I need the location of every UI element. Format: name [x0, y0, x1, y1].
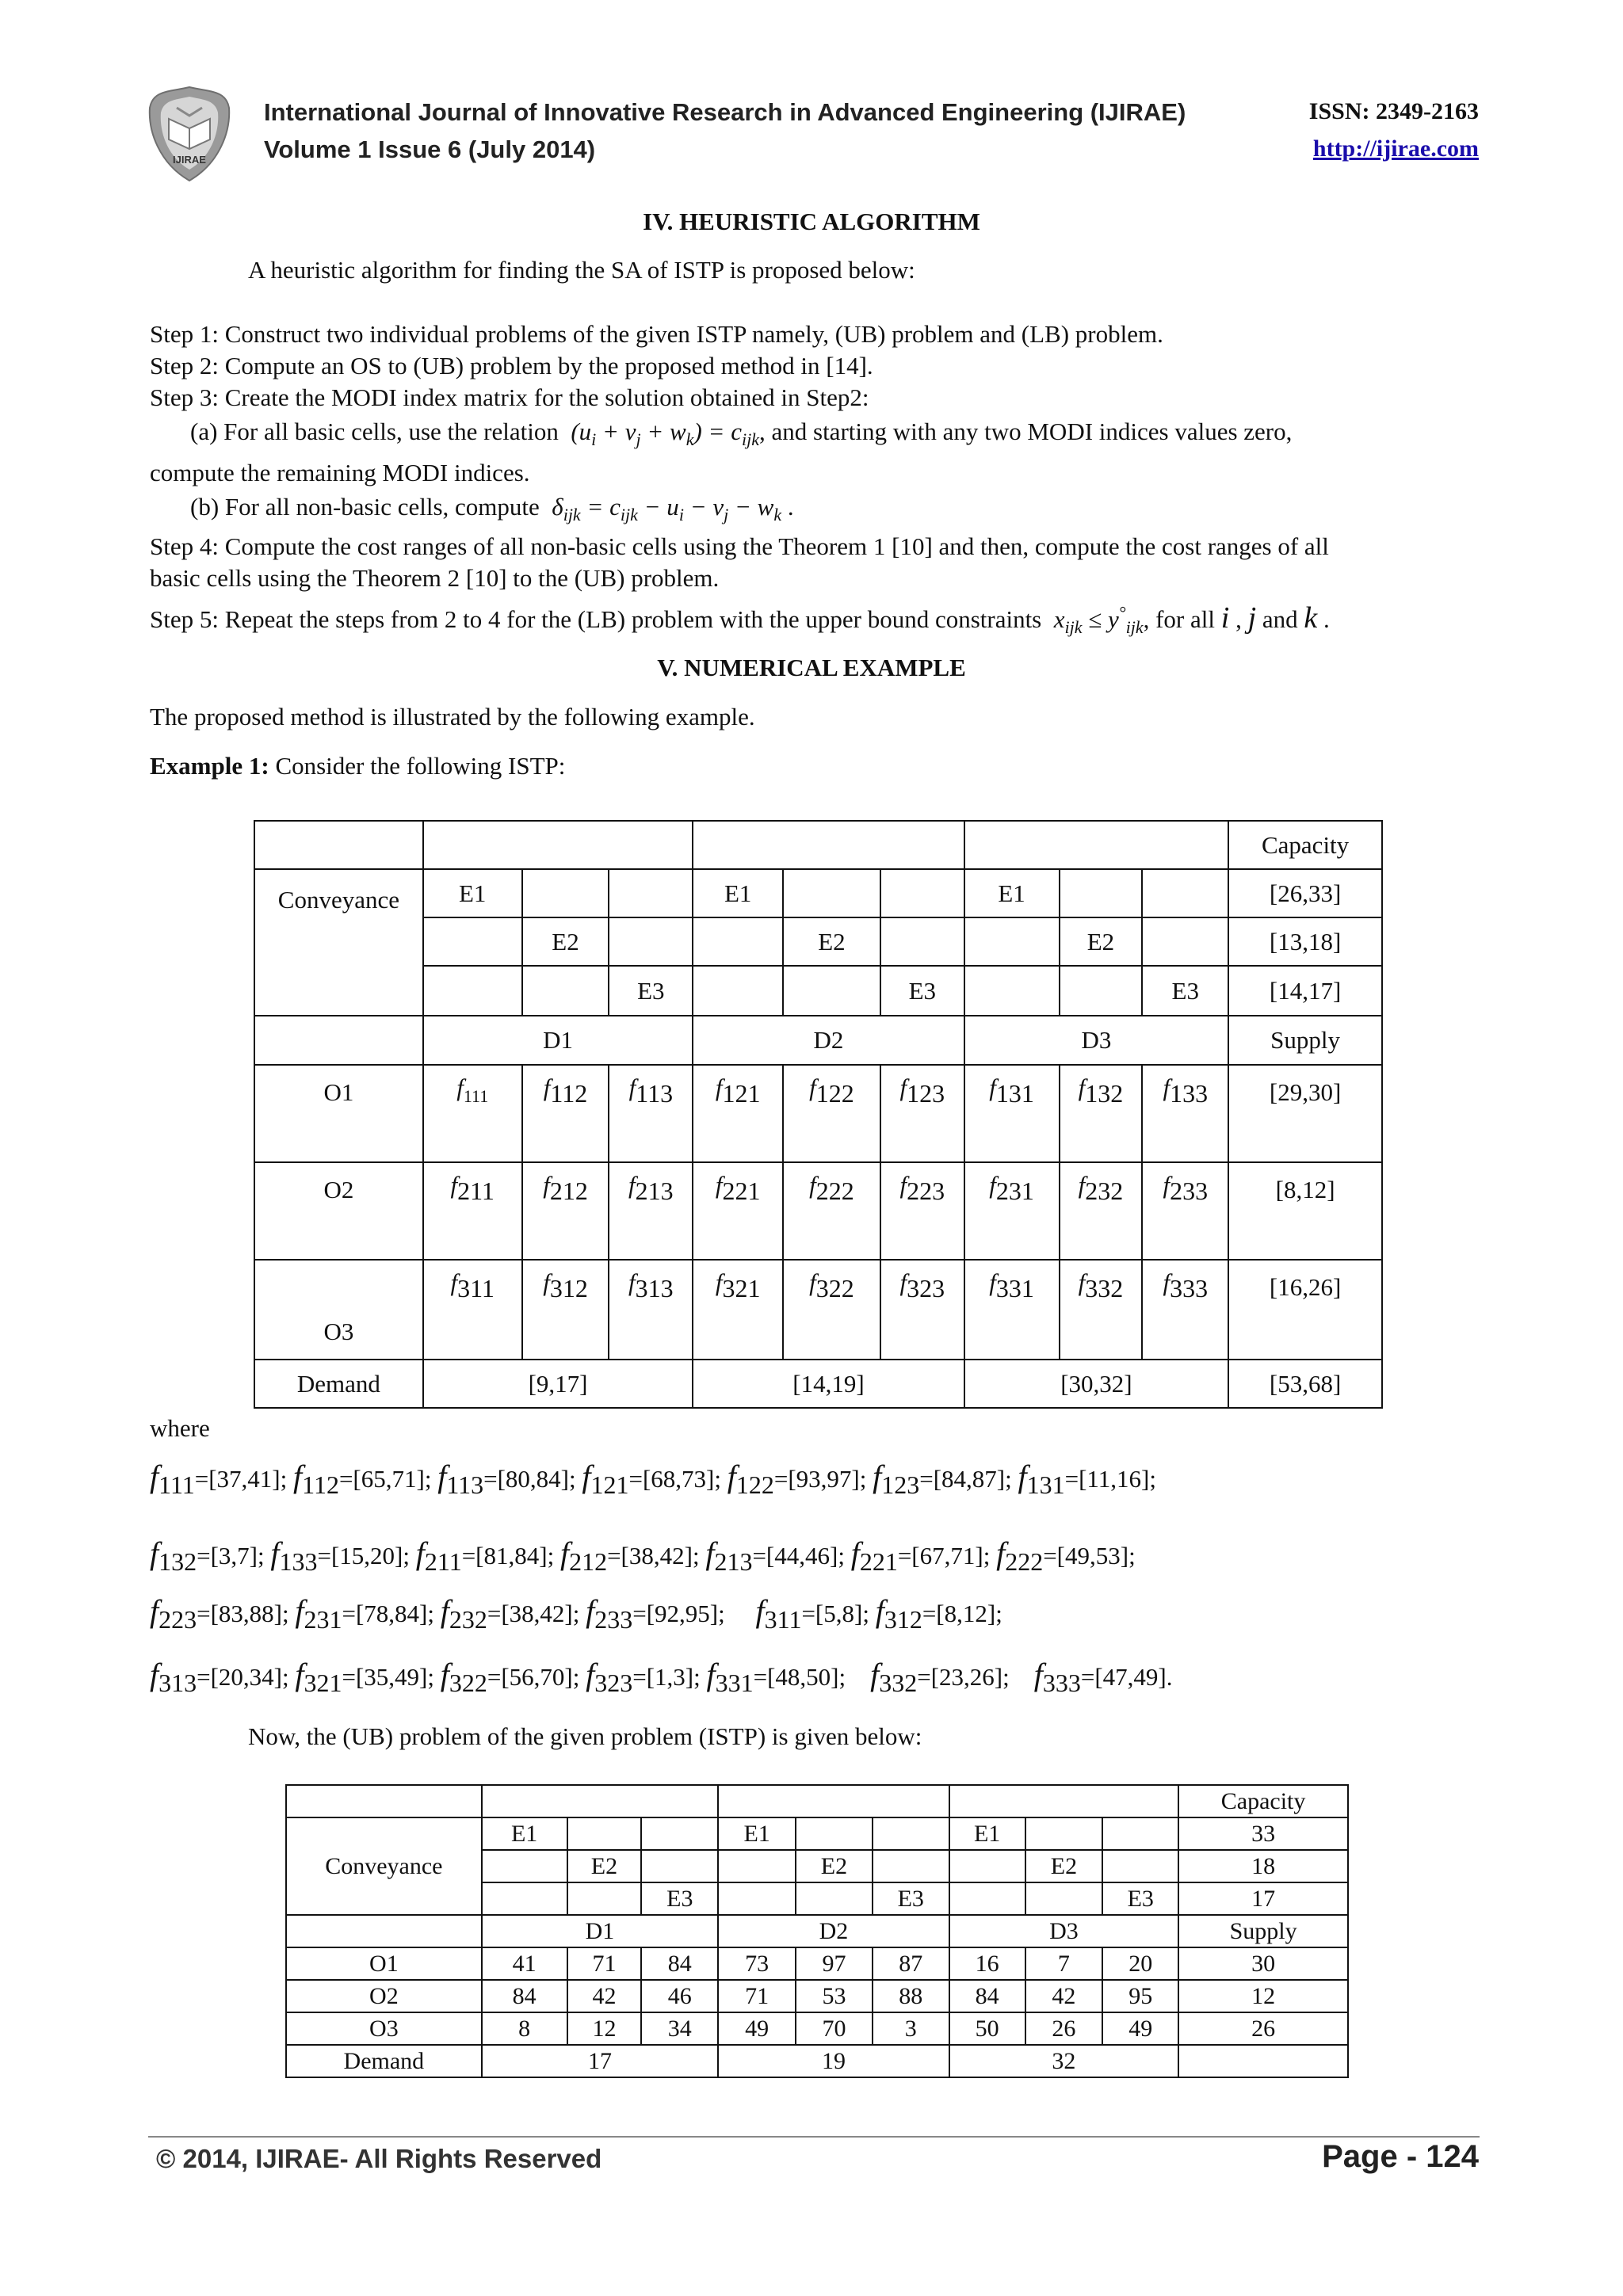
supply-value: [29,30]	[1228, 1065, 1382, 1162]
e1-label: E1	[423, 869, 522, 917]
table-row	[254, 1162, 1382, 1260]
e3-label: E3	[880, 966, 964, 1016]
e3-label: E3	[609, 966, 693, 1016]
step-3b-pre: (b) For all non-basic cells, compute	[190, 493, 540, 521]
cost-cell: 53	[796, 1980, 873, 2012]
cost-cell: 49	[718, 2012, 796, 2045]
step-5-pre: Step 5: Repeat the steps from 2 to 4 for the (LB) problem with the upper bound constraints	[150, 605, 1042, 633]
where-label: where	[150, 1414, 210, 1442]
cost-cell: 49	[1102, 2012, 1178, 2045]
section5-intro: The proposed method is illustrated by the following example.	[150, 703, 755, 730]
flow-cell: $f_{311}$	[423, 1260, 522, 1360]
flow-cell: $f_{123}$	[880, 1065, 964, 1162]
modi-relation-formula: $(u_i + v_j + w_k) = c_{ijk}$	[564, 418, 759, 450]
supply-value: [16,26]	[1228, 1260, 1382, 1360]
flow-cell: $f_{211}$	[423, 1162, 522, 1260]
issn: ISSN: 2349-2163	[1308, 98, 1479, 124]
cost-cell: 12	[567, 2012, 642, 2045]
upper-bound-constraint: $x_{ijk} \le y^\circ_{ijk}$	[1048, 602, 1144, 638]
supply-value: 26	[1178, 2012, 1348, 2045]
e2-label: E2	[796, 1850, 873, 1882]
e1-label: E1	[964, 869, 1060, 917]
table-row	[286, 2012, 1348, 2045]
example-text: Consider the following ISTP:	[269, 752, 566, 780]
flow-cell: $f_{312}$	[522, 1260, 609, 1360]
istp-table	[254, 820, 1383, 1409]
delta-formula: $\delta_{ijk} = c_{ijk} - u_i - v_j - w_k$	[545, 493, 782, 525]
step-5-post: , for all	[1143, 605, 1215, 633]
origin-label: O2	[254, 1162, 423, 1260]
page-number: Page - 124	[1322, 2139, 1479, 2174]
cost-cell: 84	[482, 1980, 567, 2012]
e3-label: E3	[873, 1882, 949, 1915]
e2-label: E2	[567, 1850, 642, 1882]
flow-cell: $f_{133}$	[1142, 1065, 1228, 1162]
table-row	[286, 1947, 1348, 1980]
flow-cell: $f_{132}$	[1060, 1065, 1143, 1162]
e1-label: E1	[949, 1817, 1025, 1850]
flow-cell: $f_{233}$	[1142, 1162, 1228, 1260]
f-values-line: $f_{223}=[83,88]$; $f_{231}=[78,84]$; $f_{232}=[38,42]$; $f_{233}=[92,95]$; $f_{311}=[5,8]$; $f_{312}=[8,12]$;	[150, 1593, 1002, 1634]
capacity-e3: [14,17]	[1228, 966, 1382, 1016]
step-2: Step 2: Compute an OS to (UB) problem by the proposed method in [14].	[150, 352, 873, 379]
flow-cell: $f_{113}$	[609, 1065, 693, 1162]
flow-cell: $f_{321}$	[693, 1260, 783, 1360]
e2-label: E2	[522, 917, 609, 966]
book-shield-icon	[145, 84, 234, 184]
supply-header: Supply	[1228, 1016, 1382, 1065]
demand-d2: 19	[718, 2045, 949, 2077]
cost-cell: 42	[567, 1980, 642, 2012]
capacity-header: Capacity	[1228, 821, 1382, 869]
cost-cell: 87	[873, 1947, 949, 1980]
e2-label: E2	[783, 917, 880, 966]
cost-cell: 7	[1025, 1947, 1103, 1980]
logo-text: IJIRAE	[173, 154, 206, 166]
cost-cell: 42	[1025, 1980, 1103, 2012]
flow-cell: $f_{231}$	[964, 1162, 1060, 1260]
step-3a	[190, 416, 1292, 452]
flow-cell: $f_{121}$	[693, 1065, 783, 1162]
conveyance-label: Conveyance	[254, 869, 423, 1016]
step-4-line1: Step 4: Compute the cost ranges of all non-basic cells using the Theorem 1 [10] and then, compute the cost ranges of all	[150, 532, 1329, 560]
cost-cell: 97	[796, 1947, 873, 1980]
cost-cell: 26	[1025, 2012, 1103, 2045]
cost-cell: 41	[482, 1947, 567, 1980]
journal-volume: Volume 1 Issue 6 (July 2014)	[264, 135, 596, 163]
flow-cell: $f_{322}$	[783, 1260, 880, 1360]
cost-cell: 16	[949, 1947, 1025, 1980]
cost-cell: 84	[949, 1980, 1025, 2012]
step-5: Step 5: Repeat the steps from 2 to 4 for the (LB) problem with the upper bound constraints $x_{ijk} \le y^\circ_{ijk}$, for all i , j and k .	[150, 601, 1330, 638]
step-4-line2: basic cells using the Theorem 2 [10] to the (UB) problem.	[150, 564, 720, 592]
capacity-e2: 18	[1178, 1850, 1348, 1882]
ub-table	[285, 1784, 1349, 2078]
origin-label: O3	[286, 2012, 482, 2045]
cost-cell: 70	[796, 2012, 873, 2045]
f-values-line: $f_{132}=[3,7]$; $f_{133}=[15,20]$; $f_{211}=[81,84]$; $f_{212}=[38,42]$; $f_{213}=[44,46]$; $f_{221}=[67,71]$; $f_{222}=[49,53]$;	[150, 1535, 1136, 1576]
step-3a-post: , and starting with any two MODI indices values zero,	[759, 418, 1293, 445]
e3-label: E3	[1142, 966, 1228, 1016]
cost-cell: 73	[718, 1947, 796, 1980]
example-label: Example 1:	[150, 752, 269, 780]
table-row	[254, 1065, 1382, 1162]
cost-cell: 71	[718, 1980, 796, 2012]
demand-label: Demand	[286, 2045, 482, 2077]
demand-d3: 32	[949, 2045, 1178, 2077]
step-1: Step 1: Construct two individual problems of the given ISTP namely, (UB) problem and (LB) problem.	[150, 320, 1163, 348]
e1-label: E1	[718, 1817, 796, 1850]
origin-label: O1	[286, 1947, 482, 1980]
demand-d3: [30,32]	[964, 1360, 1228, 1408]
flow-cell: $f_{223}$	[880, 1162, 964, 1260]
step-3a-pre: (a) For all basic cells, use the relation	[190, 418, 559, 445]
demand-d2: [14,19]	[693, 1360, 964, 1408]
supply-value: 30	[1178, 1947, 1348, 1980]
capacity-e2: [13,18]	[1228, 917, 1382, 966]
flow-cell: $f_{333}$	[1142, 1260, 1228, 1360]
demand-total: [53,68]	[1228, 1360, 1382, 1408]
step-3b: (b) For all non-basic cells, compute $\delta_{ijk} = c_{ijk} - u_i - v_j - w_k$ .	[190, 493, 794, 525]
e3-label: E3	[641, 1882, 718, 1915]
flow-cell: $f_{323}$	[880, 1260, 964, 1360]
capacity-e1: 33	[1178, 1817, 1348, 1850]
flow-cell: $f_{222}$	[783, 1162, 880, 1260]
demand-label: Demand	[254, 1360, 423, 1408]
e1-label: E1	[693, 869, 783, 917]
flow-cell: $f_{131}$	[964, 1065, 1060, 1162]
demand-d1: [9,17]	[423, 1360, 693, 1408]
f-values-line: $f_{111}=[37,41]$; $f_{112}=[65,71]$; $f_{113}=[80,84]$; $f_{121}=[68,73]$; $f_{122}=[93,97]$; $f_{123}=[84,87]$; $f_{131}=[11,16]$;	[150, 1459, 1156, 1499]
step-3: Step 3: Create the MODI index matrix for the solution obtained in Step2:	[150, 383, 869, 411]
section-heading-numerical: V. NUMERICAL EXAMPLE	[657, 654, 966, 681]
e3-label: E3	[1102, 1882, 1178, 1915]
e2-label: E2	[1025, 1850, 1103, 1882]
journal-logo	[145, 84, 234, 184]
origin-label: O3	[254, 1260, 423, 1360]
destination-d1: D1	[423, 1016, 693, 1065]
destination-d2: D2	[693, 1016, 964, 1065]
cost-cell: 50	[949, 2012, 1025, 2045]
capacity-e1: [26,33]	[1228, 869, 1382, 917]
example-1	[150, 750, 565, 782]
cost-cell: 20	[1102, 1947, 1178, 1980]
flow-cell: $f_{213}$	[609, 1162, 693, 1260]
cost-cell: 84	[641, 1947, 718, 1980]
capacity-e3: 17	[1178, 1882, 1348, 1915]
supply-value: 12	[1178, 1980, 1348, 2012]
destination-d1: D1	[482, 1915, 718, 1947]
footer-divider	[148, 2136, 1480, 2138]
section4-intro: A heuristic algorithm for finding the SA of ISTP is proposed below:	[248, 256, 915, 284]
f-values-line: $f_{313}=[20,34]$; $f_{321}=[35,49]$; $f_{322}=[56,70]$; $f_{323}=[1,3]$; $f_{331}=[48,50]$; $f_{332}=[23,26]$; $f_{333}=[47,49]$.	[150, 1657, 1173, 1697]
e1-label: E1	[482, 1817, 567, 1850]
flow-cell: $f_{232}$	[1060, 1162, 1143, 1260]
flow-cell: $f_{221}$	[693, 1162, 783, 1260]
demand-d1: 17	[482, 2045, 718, 2077]
cost-cell: 8	[482, 2012, 567, 2045]
flow-cell: $f_{313}$	[609, 1260, 693, 1360]
capacity-header: Capacity	[1178, 1785, 1348, 1817]
section-heading-heuristic: IV. HEURISTIC ALGORITHM	[643, 208, 980, 235]
origin-label: O1	[254, 1065, 423, 1162]
flow-cell: $f_{111}$	[423, 1065, 522, 1162]
cost-cell: 95	[1102, 1980, 1178, 2012]
table-row	[286, 1980, 1348, 2012]
cost-cell: 88	[873, 1980, 949, 2012]
destination-d3: D3	[964, 1016, 1228, 1065]
cost-cell: 34	[641, 2012, 718, 2045]
supply-header: Supply	[1178, 1915, 1348, 1947]
origin-label: O2	[286, 1980, 482, 2012]
e2-label: E2	[1060, 917, 1143, 966]
flow-cell: $f_{332}$	[1060, 1260, 1143, 1360]
journal-title: International Journal of Innovative Research in Advanced Engineering (IJIRAE)	[264, 98, 1186, 126]
flow-cell: $f_{112}$	[522, 1065, 609, 1162]
step-3a-cont: compute the remaining MODI indices.	[150, 459, 530, 486]
cost-cell: 46	[641, 1980, 718, 2012]
conveyance-label: Conveyance	[286, 1817, 482, 1915]
destination-d3: D3	[949, 1915, 1178, 1947]
copyright: © 2014, IJIRAE- All Rights Reserved	[156, 2144, 602, 2173]
cost-cell: 71	[567, 1947, 642, 1980]
step-5-and: and	[1262, 605, 1298, 633]
flow-cell: $f_{331}$	[964, 1260, 1060, 1360]
supply-value: [8,12]	[1228, 1162, 1382, 1260]
table-row	[254, 1260, 1382, 1360]
ub-intro: Now, the (UB) problem of the given problem (ISTP) is given below:	[248, 1722, 922, 1750]
destination-d2: D2	[718, 1915, 949, 1947]
journal-url-link[interactable]: http://ijirae.com	[1312, 135, 1479, 162]
flow-cell: $f_{122}$	[783, 1065, 880, 1162]
flow-cell: $f_{212}$	[522, 1162, 609, 1260]
cost-cell: 3	[873, 2012, 949, 2045]
